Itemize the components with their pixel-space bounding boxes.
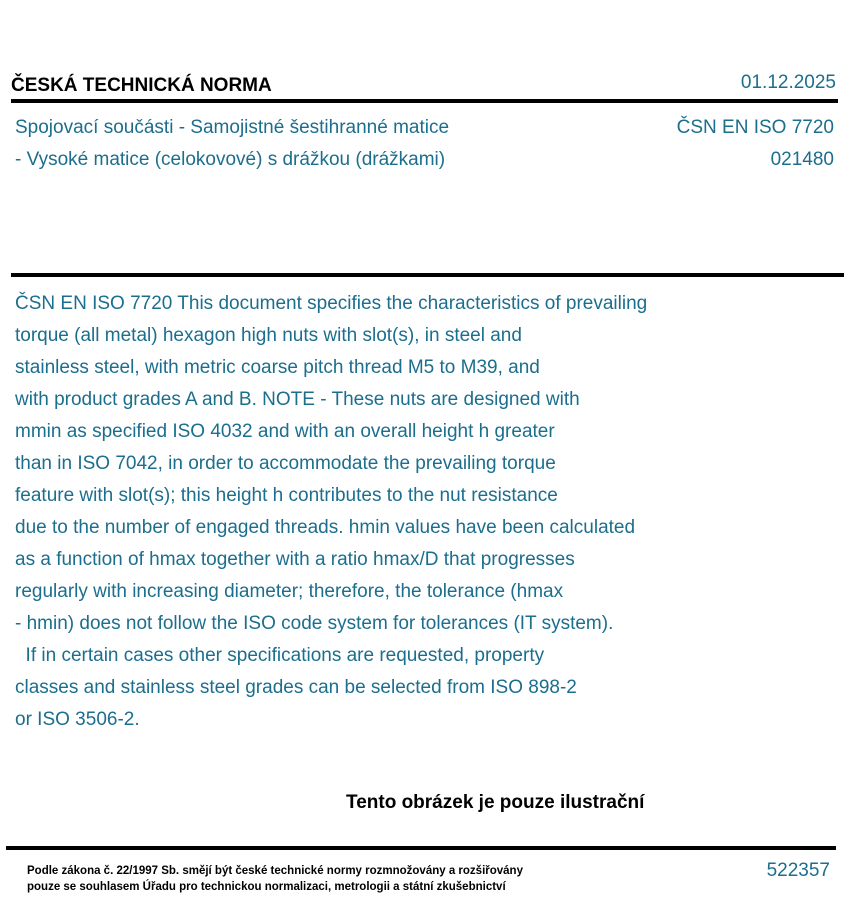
abstract-line: If in certain cases other specifications are requested, property (15, 645, 545, 666)
header-divider (11, 99, 838, 103)
legal-notice (27, 863, 523, 895)
legal-line-2: pouze se souhlasem Úřadu pro technickou normalizaci, metrologii a státní zkušebnictví (27, 881, 506, 893)
norm-title: ČESKÁ TECHNICKÁ NORMA (11, 75, 272, 96)
abstract-line: feature with slot(s); this height h contributes to the nut resistance (15, 485, 558, 506)
issue-date: 01.12.2025 (740, 72, 836, 93)
legal-line-1: Podle zákona č. 22/1997 Sb. smějí být české technické normy rozmnožovány a rozšiřovány (27, 865, 523, 877)
abstract-line: mmin as specified ISO 4032 and with an overall height h greater (15, 421, 555, 442)
abstract-line: regularly with increasing diameter; therefore, the tolerance (hmax (15, 581, 564, 602)
abstract-line: ČSN EN ISO 7720 This document specifies the characteristics of prevailing (15, 293, 648, 314)
illustration-note: Tento obrázek je pouze ilustrační (346, 792, 645, 813)
title-line-2: - Vysoké matice (celokovové) s drážkou (drážkami) (15, 149, 446, 170)
abstract-line: or ISO 3506-2. (15, 709, 140, 730)
abstract-line: with product grades A and B. NOTE - These nuts are designed with (15, 389, 580, 410)
abstract-line: stainless steel, with metric coarse pitch thread M5 to M39, and (15, 357, 540, 378)
document-number: 522357 (766, 860, 830, 881)
abstract-line: due to the number of engaged threads. hmin values have been calculated (15, 517, 636, 538)
classification-code: 021480 (770, 149, 834, 170)
abstract-line: - hmin) does not follow the ISO code system for tolerances (IT system). (15, 613, 614, 634)
footer-divider (6, 846, 836, 850)
abstract-line: than in ISO 7042, in order to accommodate the prevailing torque (15, 453, 556, 474)
abstract-line: classes and stainless steel grades can be selected from ISO 898-2 (15, 677, 577, 698)
abstract-line: as a function of hmax together with a ratio hmax/D that progresses (15, 549, 575, 570)
abstract-line: torque (all metal) hexagon high nuts with slot(s), in steel and (15, 325, 522, 346)
standard-code: ČSN EN ISO 7720 (676, 117, 834, 138)
section-divider (11, 273, 844, 277)
abstract-text (15, 288, 647, 736)
title-line-1: Spojovací součásti - Samojistné šestihranné matice (15, 117, 450, 138)
